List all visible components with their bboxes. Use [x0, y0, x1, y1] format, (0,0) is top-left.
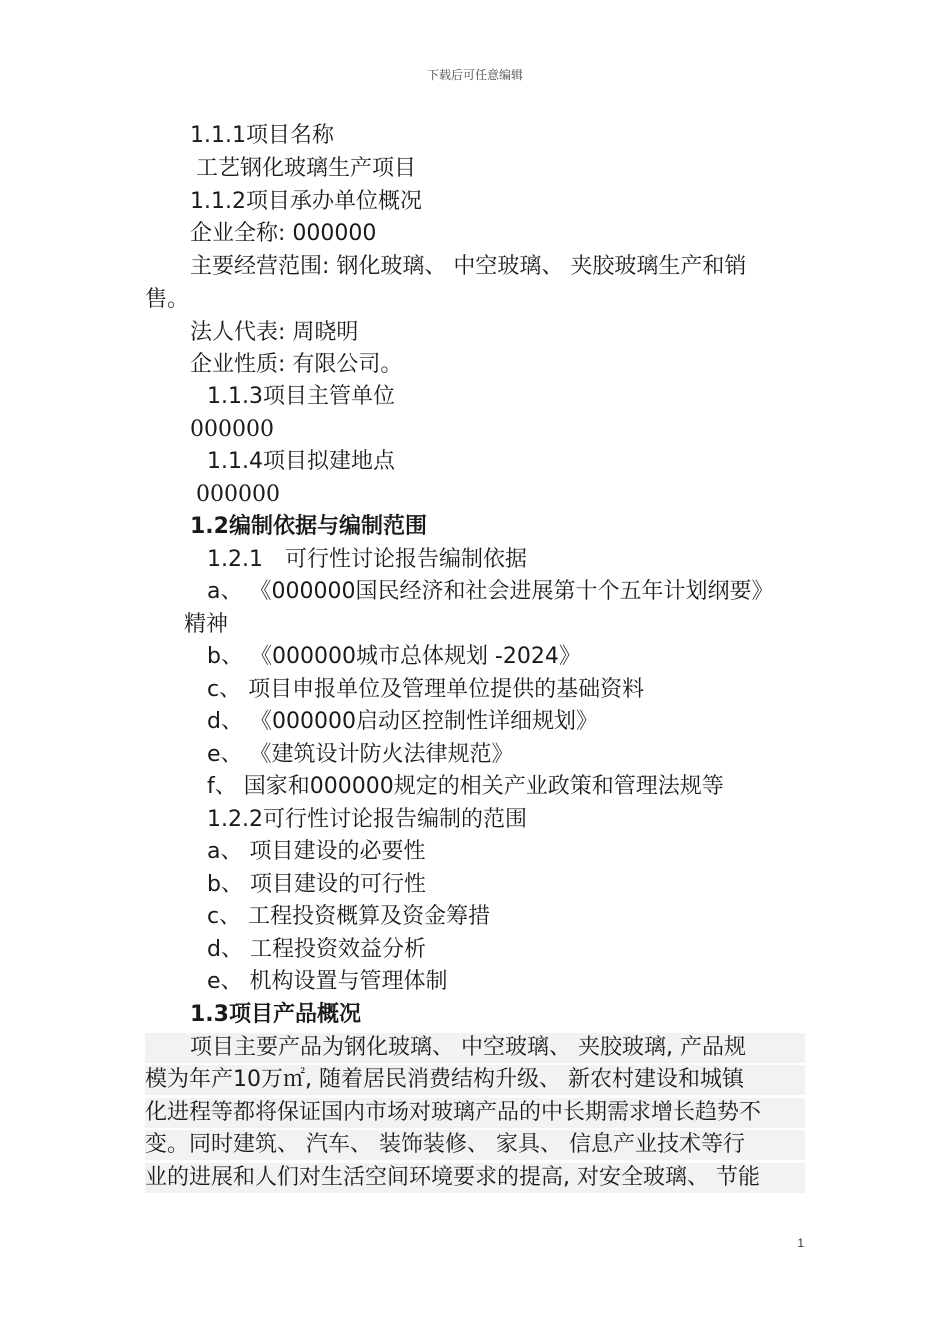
- basis-item-a-cont: 精神: [184, 612, 229, 637]
- product-paragraph-line-3: 化进程等都将保证国内市场对玻璃产品的中长期需求增长趋势不: [145, 1098, 805, 1128]
- heading-1-3: 1.3项目产品概况: [190, 1002, 361, 1027]
- product-paragraph-line-4: 变。同时建筑、 汽车、 装饰装修、 家具、 信息产业技术等行: [145, 1130, 805, 1160]
- heading-1-2-2: 1.2.2可行性讨论报告编制的范围: [207, 807, 527, 832]
- heading-1-1-1: 1.1.1项目名称: [190, 123, 334, 148]
- basis-item-a: a、 《000000国民经济和社会进展第十个五年计划纲要》: [207, 579, 774, 604]
- heading-1-1-2: 1.1.2项目承办单位概况: [190, 189, 422, 214]
- heading-1-2-1: 1.2.1 可行性讨论报告编制依据: [207, 547, 527, 572]
- authority-value: 000000: [190, 417, 274, 442]
- heading-1-1-4: 1.1.4项目拟建地点: [207, 449, 395, 474]
- product-paragraph-line-2: 模为年产10万㎡, 随着居民消费结构升级、 新农村建设和城镇: [145, 1065, 805, 1095]
- company-type: 企业性质: 有限公司。: [190, 352, 403, 377]
- location-value: 000000: [196, 482, 280, 507]
- product-paragraph-line-1: 项目主要产品为钢化玻璃、 中空玻璃、 夹胶玻璃, 产品规: [145, 1033, 805, 1063]
- business-scope: 主要经营范围: 钢化玻璃、 中空玻璃、 夹胶玻璃生产和销: [190, 254, 747, 279]
- scope-item-c: c、 工程投资概算及资金筹措: [207, 904, 491, 929]
- business-scope-cont: 售。: [145, 287, 190, 312]
- scope-item-a: a、 项目建设的必要性: [207, 839, 426, 864]
- page-header: 下载后可任意编辑: [426, 68, 523, 82]
- basis-item-d: d、 《000000启动区控制性详细规划》: [207, 709, 598, 734]
- basis-item-f: f、 国家和000000规定的相关产业政策和管理法规等: [207, 774, 724, 799]
- basis-item-b: b、 《000000城市总体规划 -2024》: [207, 644, 581, 669]
- legal-rep: 法人代表: 周晓明: [190, 320, 359, 345]
- scope-item-e: e、 机构设置与管理体制: [207, 969, 448, 994]
- heading-1-1-3: 1.1.3项目主管单位: [207, 384, 395, 409]
- project-name: 工艺钢化玻璃生产项目: [196, 156, 417, 181]
- scope-item-b: b、 项目建设的可行性: [207, 872, 426, 897]
- product-paragraph-line-5: 业的进展和人们对生活空间环境要求的提高, 对安全玻璃、 节能: [145, 1163, 805, 1193]
- heading-1-2: 1.2编制依据与编制范围: [190, 514, 427, 539]
- page-number: 1: [797, 1236, 804, 1250]
- scope-item-d: d、 工程投资效益分析: [207, 937, 426, 962]
- basis-item-e: e、 《建筑设计防火法律规范》: [207, 742, 514, 767]
- basis-item-c: c、 项目申报单位及管理单位提供的基础资料: [207, 677, 645, 702]
- company-name: 企业全称: 000000: [190, 221, 377, 246]
